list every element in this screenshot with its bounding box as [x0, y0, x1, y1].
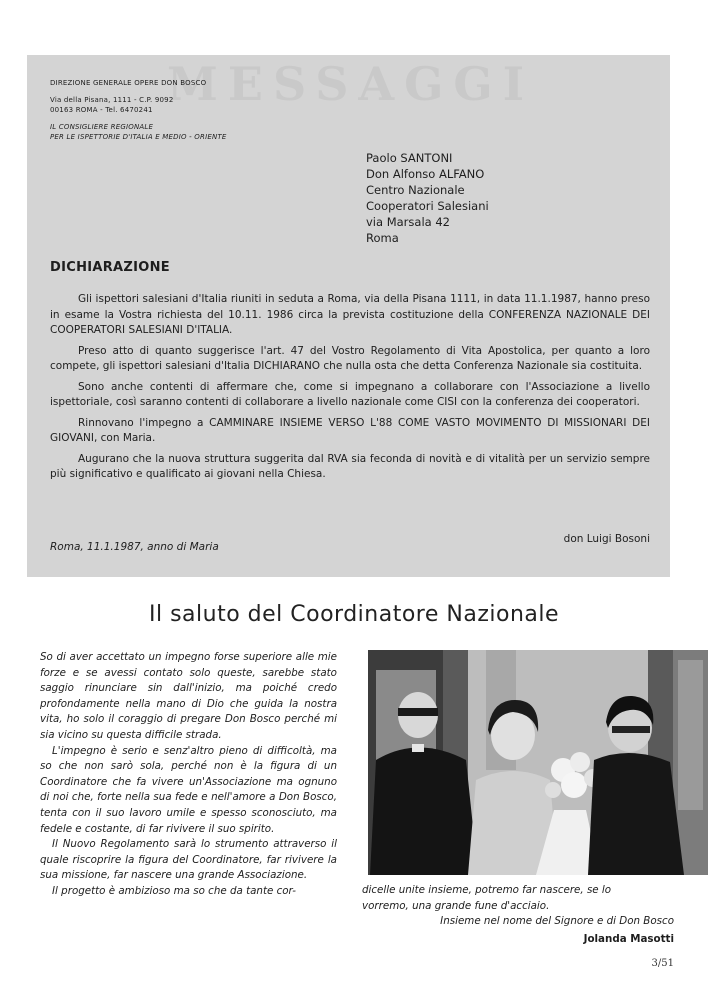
section-title: Il saluto del Coordinatore Nazionale	[148, 602, 560, 627]
declaration-heading: DICHIARAZIONE	[50, 260, 170, 275]
letterhead	[50, 78, 227, 142]
article-paragraph: L'impegno è serio e senz'altro pieno di difficoltà, ma so che non sarò sola, perché non è la figura di un Coordinatore che fa vivere un'Associazione ma ognuno di noi che, forte nella sua fede e nell'amore a Don Bosco, tenta con il suo lavoro umile e spesso sconosciuto, ma fedele e costante, di far rivivere il suo spirito.	[40, 744, 337, 835]
letterhead-address	[50, 95, 227, 115]
letterhead-address-line: Via della Pisana, 1111 - C.P. 9092	[50, 96, 174, 104]
declaration-paragraph: Sono anche contenti di affermare che, come si impegnano a collaborare con l'Associazione a livello ispettoriale, così saranno contenti di collaborare a livello nazionale come CISI con la conferenza dei cooperatori.	[50, 380, 650, 408]
author-name: Jolanda Masotti	[583, 932, 674, 945]
declaration-letter	[27, 55, 670, 577]
article-text	[40, 650, 337, 900]
caption-line: vorremo, una grande fune d'acciaio.	[362, 899, 550, 912]
addressee-line: Paolo SANTONI	[366, 151, 453, 165]
addressee-line: via Marsala 42	[366, 215, 450, 229]
photo-caption	[362, 883, 674, 947]
article-paragraph: So di aver accettato un impegno forse superiore alle mie forze e se avessi contato solo queste, sarebbe stato saggio rinunciare sin dall'inizio, ma poiché credo profondamente nella mano di Dio che guida la nostra vita, ho solo il coraggio di pregare Don Bosco perché mi sia vicino su questa difficile strada.	[40, 651, 337, 741]
letterhead-role-line: IL CONSIGLIERE REGIONALE	[50, 123, 154, 131]
declaration-paragraph: Gli ispettori salesiani d'Italia riuniti in seduta a Roma, via della Pisana 1111, in data 11.1.1987, hanno preso in esame la Vostra richiesta del 10.11. 1986 circa la prevista costituzione della CONFERENZA NAZIONALE DEI COOPERATORI SALESIANI D'ITALIA.	[50, 293, 650, 336]
letterhead-org: DIREZIONE GENERALE OPERE DON BOSCO	[50, 79, 207, 87]
addressee-line: Cooperatori Salesiani	[366, 199, 489, 213]
declaration-paragraph: Augurano che la nuova struttura suggerita dal RVA sia feconda di novità e di vitalità per un servizio sempre più significativo e qualificato ai giovani nella Chiesa.	[50, 452, 650, 480]
letter-signoff	[50, 533, 650, 551]
declaration-paragraph: Preso atto di quanto suggerisce l'art. 47 del Vostro Regolamento di Vita Apostolica, per quanto a loro compete, gli ispettori salesiani d'Italia DICHIARANO che nulla osta che detta Conferenza Nazionale sia costituita.	[50, 344, 650, 372]
photo-illustration	[368, 650, 708, 875]
article-paragraph: Il Nuovo Regolamento sarà lo strumento attraverso il quale riscoprire la figura del Coordinatore, far rivivere la sua missione, far nascere una grande Associazione.	[40, 838, 337, 882]
addressee-block	[366, 150, 489, 246]
declaration-body	[50, 292, 650, 488]
letterhead-role-line: PER LE ISPETTORIE D'ITALIA E MEDIO - ORIENTE	[50, 133, 227, 141]
addressee-line: Centro Nazionale	[366, 183, 465, 197]
declaration-paragraph: Rinnovano l'impegno a CAMMINARE INSIEME VERSO L'88 COME VASTO MOVIMENTO DI MISSIONARI DEI GIOVANI, con Maria.	[50, 416, 650, 444]
addressee-line: Roma	[366, 231, 399, 245]
letterhead-address-line: 00163 ROMA - Tel. 6470241	[50, 106, 153, 114]
place-date: Roma, 11.1.1987, anno di Maria	[50, 541, 219, 553]
article-paragraph: Il progetto è ambizioso ma so che da tante cor-	[52, 884, 296, 897]
caption-line: Insieme nel nome del Signore e di Don Bosco	[440, 915, 674, 927]
faded-header-title: MESSAGGI	[167, 57, 535, 111]
addressee-line: Don Alfonso ALFANO	[366, 167, 485, 181]
page-number: 3/51	[651, 958, 674, 969]
signer-name: don Luigi Bosoni	[563, 533, 650, 545]
letterhead-role	[50, 122, 227, 142]
group-photo	[368, 650, 708, 875]
caption-line: dicelle unite insieme, potremo far nascere, se lo	[362, 884, 612, 896]
